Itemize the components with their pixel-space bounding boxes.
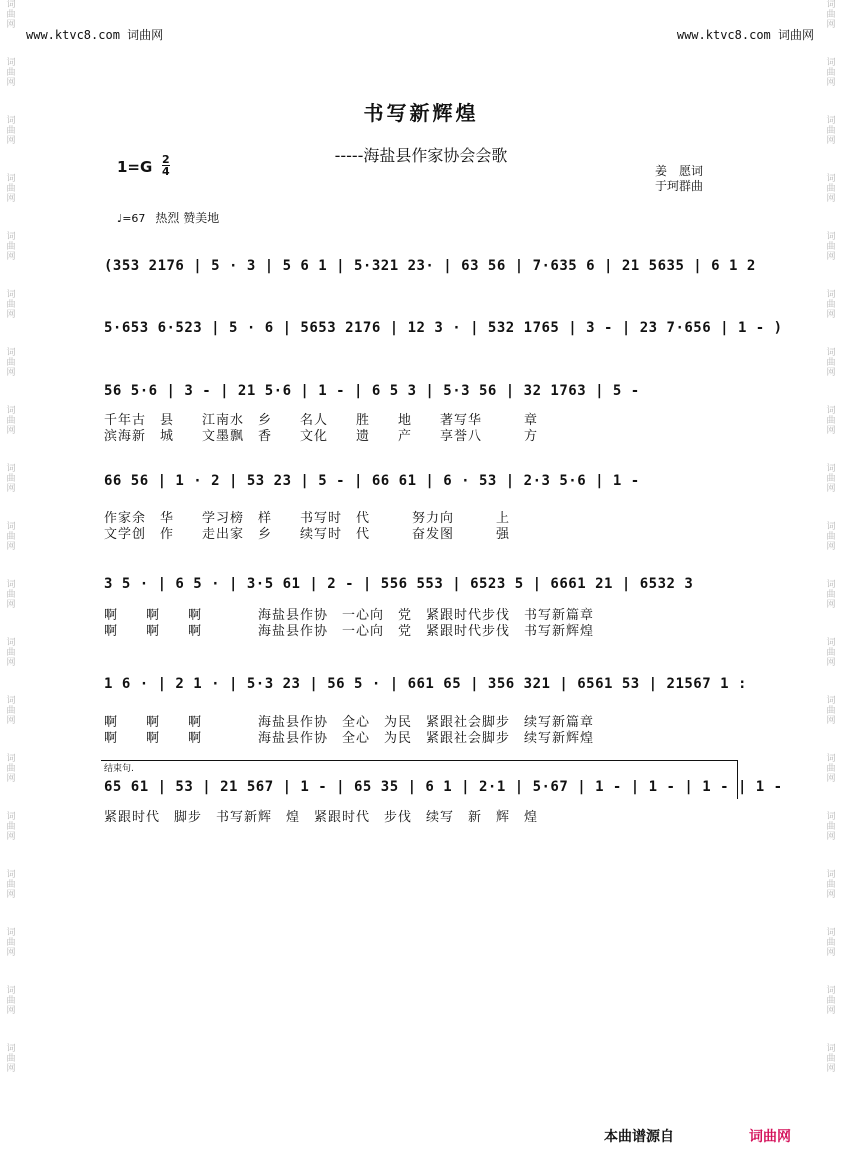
watermark-text: 词 曲 网 xyxy=(6,464,16,494)
lyric-line: 作家余 华 学习榜 样 书写时 代 努力向 上 xyxy=(104,511,511,526)
tempo-marking xyxy=(117,209,219,226)
watermark-text: 词 曲 网 xyxy=(6,58,16,88)
watermark-text: 词 曲 网 xyxy=(826,232,836,262)
lyric-line: 文学创 作 走出家 乡 续写时 代 奋发图 强 xyxy=(104,527,511,542)
lyric-line: 啊 啊 啊 海盐县作协 一心向 党 紧跟时代步伐 书写新辉煌 xyxy=(104,624,595,639)
watermark-column-right xyxy=(822,0,840,1171)
composer: 于珂群曲 xyxy=(655,179,704,193)
notes: 1 6 · | 2 1 · | 5·3 23 | 56 5 · | 661 65 | 356 321 | 6561 53 | 21567 1 : xyxy=(104,676,747,692)
watermark-text: 词 曲 网 xyxy=(826,986,836,1016)
lyric-line: 滨海新 城 文墨飘 香 文化 遗 产 享誉八 方 xyxy=(104,429,539,444)
watermark-text: 词 曲 网 xyxy=(826,812,836,842)
watermark-text: 词 曲 网 xyxy=(6,0,16,30)
notes: (353 2176 | 5 · 3 | 5 6 1 | 5·321 23· | 63 56 | 7·635 6 | 21 5635 | 6 1 2 xyxy=(104,258,756,274)
watermark-text: 词 曲 网 xyxy=(826,696,836,726)
tempo-value: ♩=67 xyxy=(117,212,146,225)
watermark-text: 词 曲 网 xyxy=(826,1044,836,1074)
lyric-line: 啊 啊 啊 海盐县作协 全心 为民 紧跟社会脚步 续写新篇章 xyxy=(104,715,595,730)
watermark-text: 词 曲 网 xyxy=(826,174,836,204)
watermark-text: 词 曲 网 xyxy=(826,464,836,494)
time-signature-top: 2 xyxy=(162,153,170,166)
notes: 66 56 | 1 · 2 | 53 23 | 5 - | 66 61 | 6 · 53 | 2·3 5·6 | 1 - xyxy=(104,473,640,489)
lyric-line: 啊 啊 啊 海盐县作协 一心向 党 紧跟时代步伐 书写新篇章 xyxy=(104,608,595,623)
watermark-text: 词 曲 网 xyxy=(826,58,836,88)
notes: 3 5 · | 6 5 · | 3·5 61 | 2 - | 556 553 | 6523 5 | 6661 21 | 6532 3 xyxy=(104,576,694,592)
watermark-text: 词 曲 网 xyxy=(6,638,16,668)
watermark-text: 词 曲 网 xyxy=(6,1044,16,1074)
watermark-text: 词 曲 网 xyxy=(826,0,836,30)
watermark-text: 词 曲 网 xyxy=(6,174,16,204)
watermark-text: 词 曲 网 xyxy=(826,928,836,958)
watermark-text: 词 曲 网 xyxy=(6,290,16,320)
watermark-text: 词 曲 网 xyxy=(6,870,16,900)
watermark-text: 词 曲 网 xyxy=(6,522,16,552)
watermark-text: 词 曲 网 xyxy=(6,232,16,262)
site-url-right[interactable]: www.ktvc8.com 词曲网 xyxy=(676,28,814,42)
footer-source-text: 本曲谱源自 xyxy=(604,1129,674,1145)
ending-label: 结束句. xyxy=(104,764,134,774)
score-row-6 xyxy=(104,676,747,706)
watermark-text: 词 曲 网 xyxy=(826,406,836,436)
score-row-4 xyxy=(104,473,740,503)
watermark-text: 词 曲 网 xyxy=(6,812,16,842)
lyric-line: 紧跟时代 脚步 书写新辉 煌 紧跟时代 步伐 续写 新 辉 煌 xyxy=(104,810,539,825)
watermark-text: 词 曲 网 xyxy=(826,290,836,320)
watermark-text: 词 曲 网 xyxy=(6,696,16,726)
watermark-text: 词 曲 网 xyxy=(826,638,836,668)
score-row-5 xyxy=(104,576,740,606)
watermark-text: 词 曲 网 xyxy=(6,754,16,784)
watermark-text: 词 曲 网 xyxy=(6,348,16,378)
key-signature: 1=G xyxy=(117,158,153,176)
watermark-text: 词 曲 网 xyxy=(826,754,836,784)
notes: 56 5·6 | 3 - | 21 5·6 | 1 - | 6 5 3 | 5·3 56 | 32 1763 | 5 - xyxy=(104,383,640,399)
time-signature-bottom: 4 xyxy=(162,165,170,178)
time-signature xyxy=(162,154,170,177)
lyric-line: 千年古 县 江南水 乡 名人 胜 地 著写华 章 xyxy=(104,413,539,428)
credits xyxy=(655,164,703,194)
watermark-text: 词 曲 网 xyxy=(826,116,836,146)
notes: 5·653 6·523 | 5 · 6 | 5653 2176 | 12 3 · | 532 1765 | 3 - | 23 7·656 | 1 - ) xyxy=(104,320,783,336)
score-row-2 xyxy=(104,320,783,350)
watermark-text: 词 曲 网 xyxy=(6,986,16,1016)
watermark-text: 词 曲 网 xyxy=(826,870,836,900)
song-title: 书写新辉煌 xyxy=(363,101,479,125)
lyricist: 姜 愿词 xyxy=(655,164,704,178)
expression-text: 热烈 赞美地 xyxy=(155,211,220,225)
site-url-left[interactable]: www.ktvc8.com 词曲网 xyxy=(26,28,164,42)
notes: 65 61 | 53 | 21 567 | 1 - | 65 35 | 6 1 | 2·1 | 5·67 | 1 - | 1 - | 1 - | 1 - xyxy=(104,779,783,795)
footer-brand-link[interactable]: 词曲网 xyxy=(749,1129,791,1145)
watermark-text: 词 曲 网 xyxy=(826,522,836,552)
score-row-1 xyxy=(104,258,756,288)
watermark-text: 词 曲 网 xyxy=(6,116,16,146)
watermark-text: 词 曲 网 xyxy=(826,348,836,378)
watermark-column-left xyxy=(2,0,20,1171)
score-row-7 xyxy=(104,779,783,809)
watermark-text: 词 曲 网 xyxy=(6,406,16,436)
watermark-text: 词 曲 网 xyxy=(6,928,16,958)
watermark-text: 词 曲 网 xyxy=(826,580,836,610)
lyric-line: 啊 啊 啊 海盐县作协 全心 为民 紧跟社会脚步 续写新辉煌 xyxy=(104,731,595,746)
song-subtitle: -----海盐县作家协会会歌 xyxy=(334,146,508,165)
watermark-text: 词 曲 网 xyxy=(6,580,16,610)
